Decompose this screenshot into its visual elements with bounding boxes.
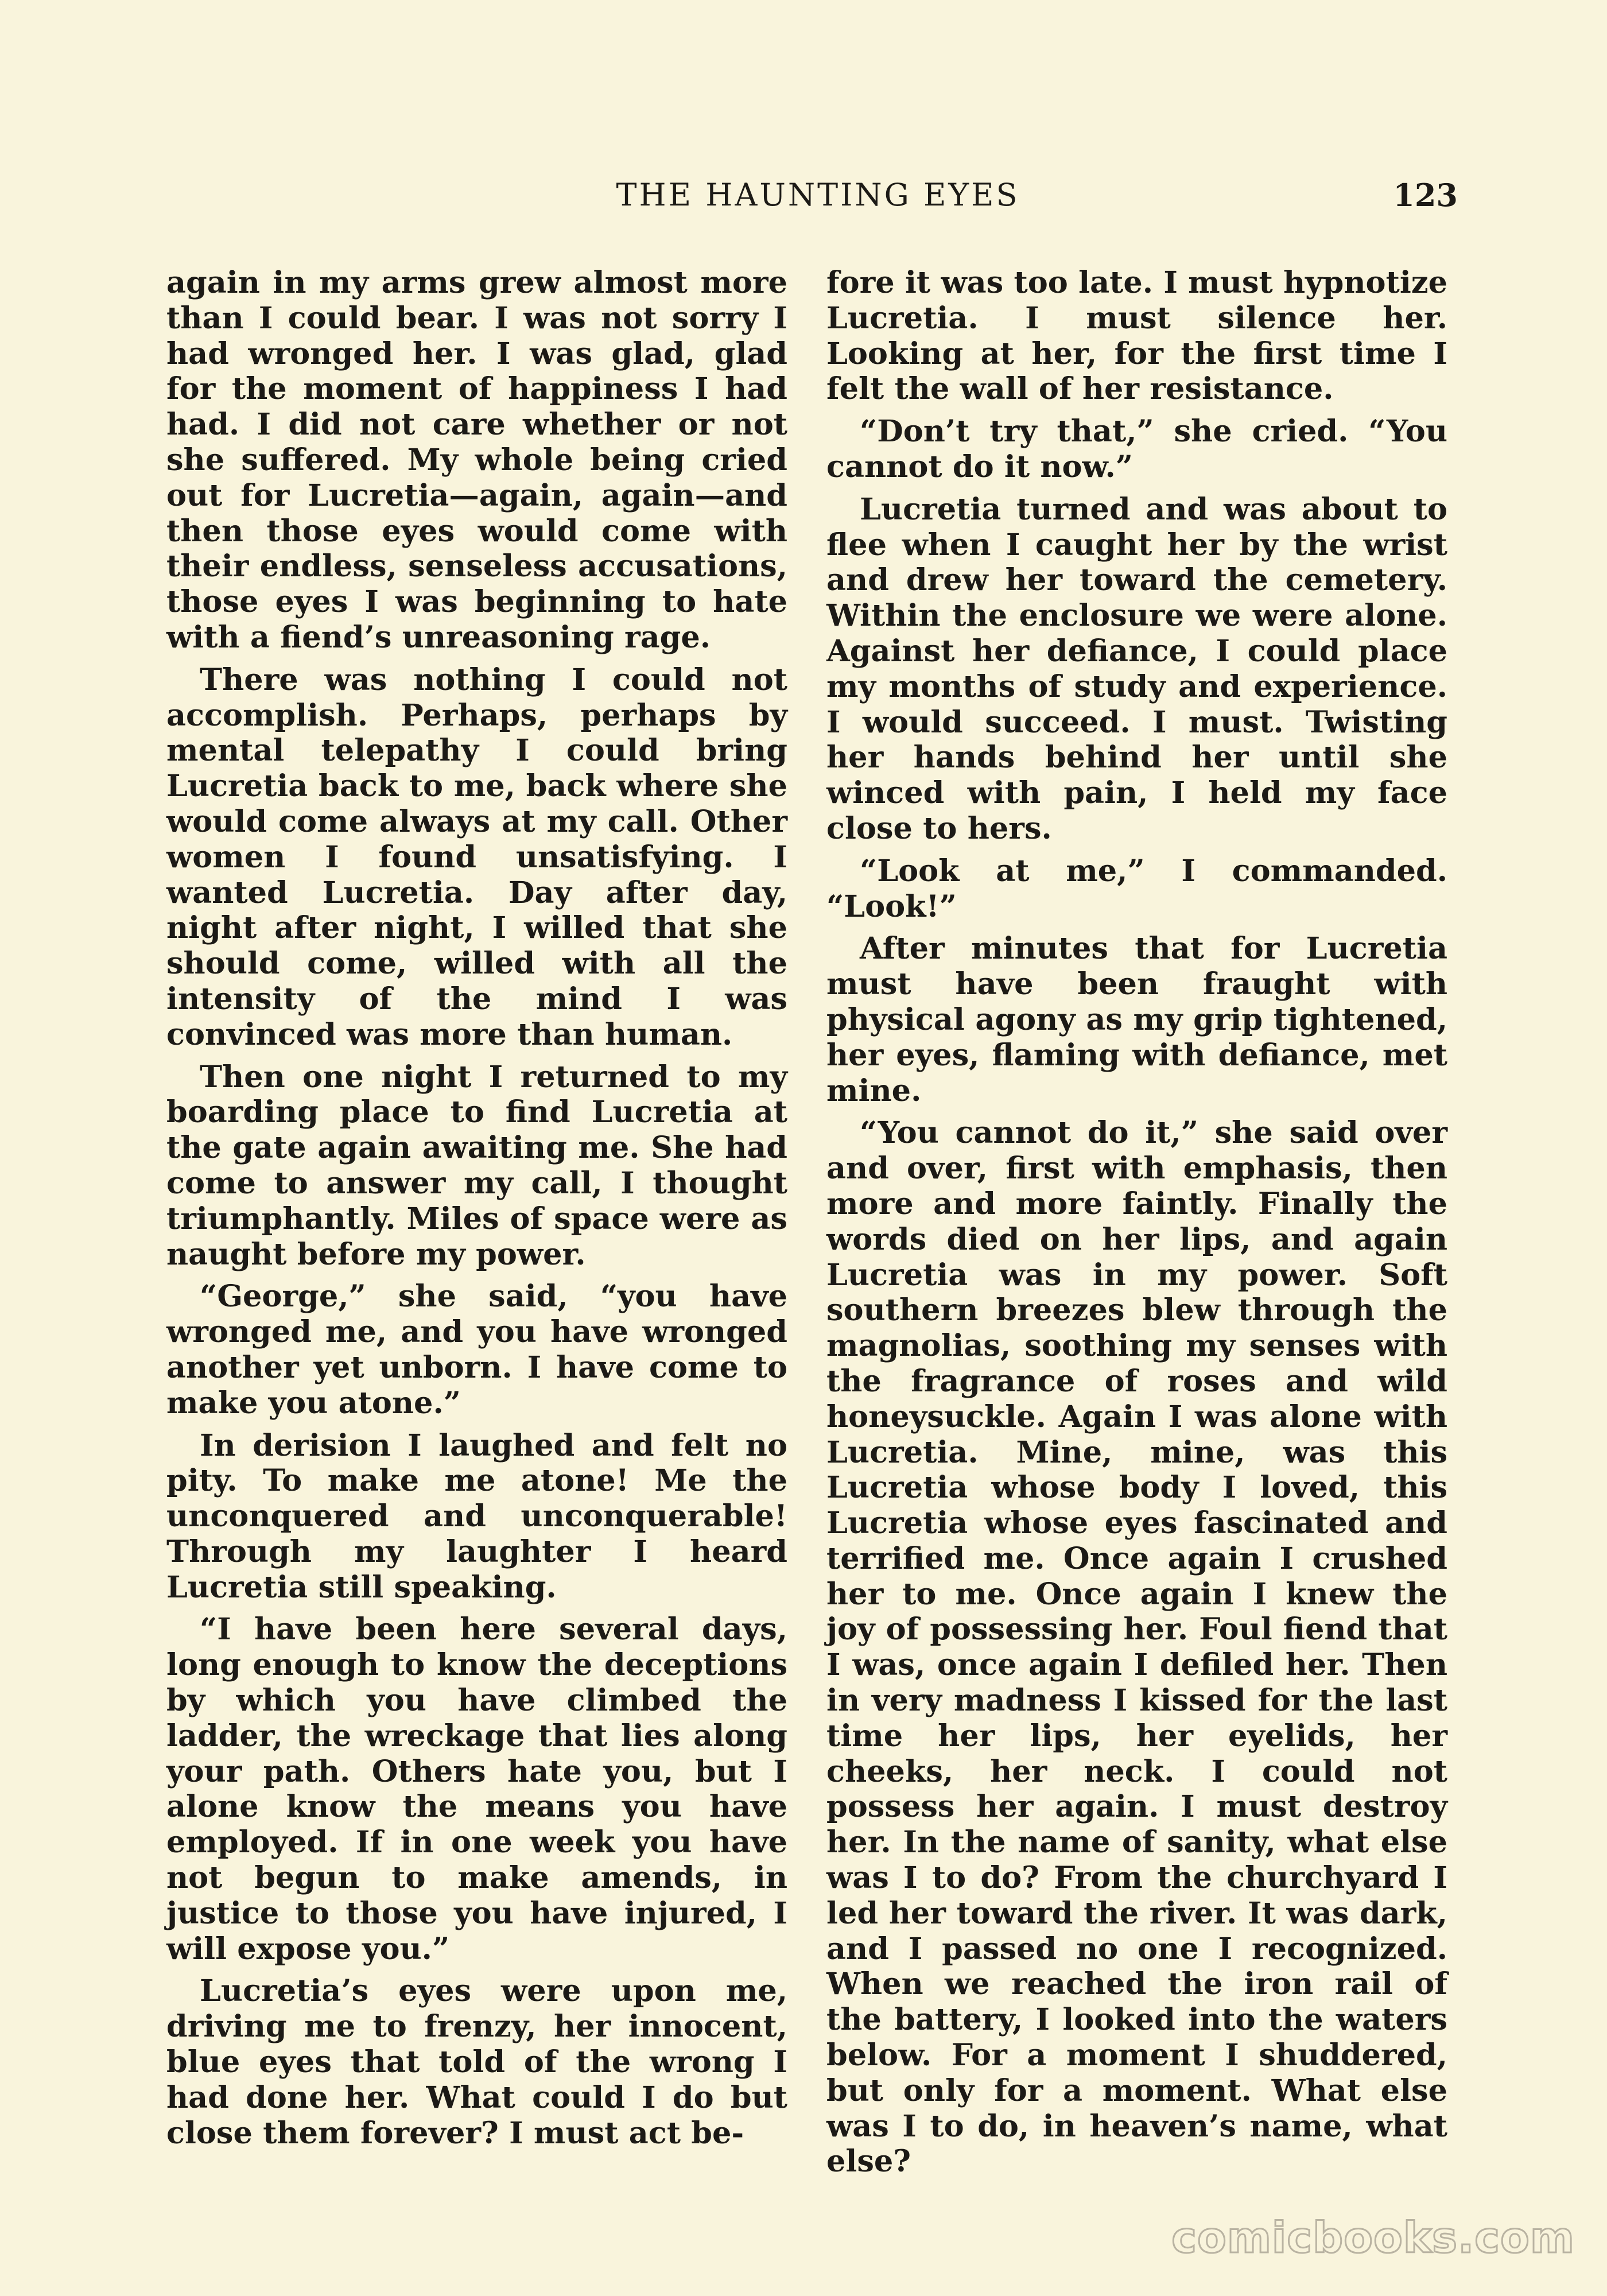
paragraph: fore it was too late. I must hypnotize Lucretia. I must silence her. Looking at her, for the first time I felt the wall of her resistance. bbox=[826, 265, 1447, 407]
running-title: THE HAUNTING EYES bbox=[616, 177, 1020, 213]
paragraph: “Look at me,” I commanded. “Look!” bbox=[826, 853, 1447, 924]
right-column bbox=[826, 265, 1447, 2186]
paragraph: “You cannot do it,” she said over and over, first with emphasis, then more and more faintly. Finally the words died on her lips, and again Lucretia was in my power. Soft southern breezes blew through the magnolias, soothing my senses with the fragrance of roses and wild honeysuckle. Again I was alone with Lucretia. Mine, mine, was this Lucretia whose body I loved, this Lucretia whose eyes fascinated and terrified me. Once again I crushed her to me. Once again I knew the joy of possessing her. Foul fiend that I was, once again I defiled her. Then in very madness I kissed for the last time her lips, her eyelids, her cheeks, her neck. I could not possess her again. I must destroy her. In the name of sanity, what else was I to do? From the churchyard I led her toward the river. It was dark, and I passed no one I recognized. When we reached the iron rail of the battery, I looked into the waters below. For a moment I shuddered, but only for a moment. What else was I to do, in heaven’s name, what else? bbox=[826, 1115, 1447, 2179]
paragraph: Lucretia turned and was about to flee when I caught her by the wrist and drew her toward the cemetery. Within the enclosure we were alone. Against her defiance, I could place my months of study and experience. I would succeed. I must. Twisting her hands behind her until she winced with pain, I held my face close to hers. bbox=[826, 491, 1447, 846]
left-column bbox=[166, 265, 787, 2158]
paragraph: “George,” she said, “you have wronged me, and you have wronged another yet unborn. I have come to make you atone.” bbox=[166, 1279, 787, 1421]
paragraph: There was nothing I could not accomplish. Perhaps, perhaps by mental telepathy I could bring Lucretia back to me, back where she would come always at my call. Other women I found unsatisfying. I wanted Lucretia. Day after day, night after night, I willed that she should come, willed with all the intensity of the mind I was convinced was more than human. bbox=[166, 662, 787, 1052]
paragraph: again in my arms grew almost more than I could bear. I was not sorry I had wronged her. I was glad, glad for the moment of happiness I had had. I did not care whether or not she suffered. My whole being cried out for Lucretia—again, again—and then those eyes would come with their endless, senseless accusations, those eyes I was beginning to hate with a fiend’s unreasoning rage. bbox=[166, 265, 787, 655]
paragraph: In derision I laughed and felt no pity. To make me atone! Me the unconquered and unconquerable! Through my laughter I heard Lucretia still speaking. bbox=[166, 1428, 787, 1605]
page-number: 123 bbox=[1393, 177, 1458, 214]
paragraph: “Don’t try that,” she cried. “You cannot do it now.” bbox=[826, 414, 1447, 484]
paragraph: Lucretia’s eyes were upon me, driving me to frenzy, her innocent, blue eyes that told of the wrong I had done her. What could I do but close them forever? I must act be- bbox=[166, 1973, 787, 2151]
paragraph: Then one night I returned to my boarding place to find Lucretia at the gate again awaiting me. She had come to answer my call, I thought triumphantly. Miles of space were as naught before my power. bbox=[166, 1059, 787, 1272]
page-header bbox=[178, 177, 1458, 223]
paragraph: After minutes that for Lucretia must have been fraught with physical agony as my grip tightened, her eyes, flaming with defiance, met mine. bbox=[826, 931, 1447, 1108]
watermark: comicbooks.com bbox=[1171, 2213, 1575, 2263]
paragraph: “I have been here several days, long enough to know the deceptions by which you have climbed the ladder, the wreckage that lies along your path. Others hate you, but I alone know the means you have employed. If in one week you have not begun to make amends, in justice to those you have injured, I will expose you.” bbox=[166, 1612, 787, 1967]
